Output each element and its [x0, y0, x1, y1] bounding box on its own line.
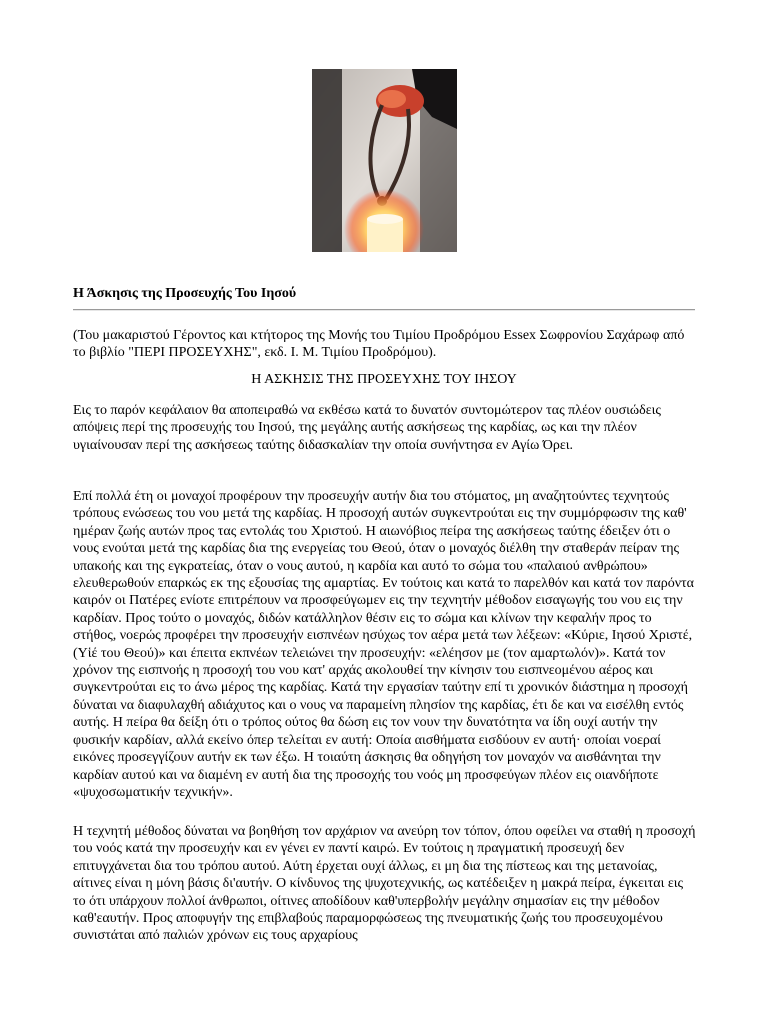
- body-paragraph: Επί πολλά έτη οι μοναχοί προφέρουν την προσευχήν αυτήν δια του στόματος, μη αναζητούντες τεχνητούς τρόπους ενώσεως του νου μετά της καρδίας. Η προσοχή αυτών συγκεντρούται εις την συμμόρφωσιν της καθ' ημέραν ζωής αυτών προς τας εντολάς του Χριστού. Η αιωνόβιος πείρα της ασκήσεως ταύτης έδειξεν ότι ο νους ενούται μετά της καρδίας δια της ενεργείας του Θεού, όταν ο μοναχός διέλθη την σταθεράν πείραν της υπακοής και της εγκρατείας, όταν ο νους αυτού, η καρδία και αυτό το σώμα του «παλαιού ανθρώπου» ελευθερωθούν επαρκώς εκ της εξουσίας της αμαρτίας. Εν τούτοις και κατά το παρελθόν και κατά τον παρόντα καιρόν οι Πατέρες ενίοτε επιτρέπουν να προσφεύγωμεν εις την τεχνητήν μέθοδον εισαγωγής του νου εις την καρδίαν. Προς τούτο ο μοναχός, διδών κατάλληλον θέσιν εις το σώμα και κλίνων την κεφαλήν προς το στήθος, νοερώς προφέρει την προσευχήν εισπνέων ησύχως τον αέρα μετά των λέξεων: «Κύριε, Ιησού Χριστέ, (Υἱέ του Θεού)» και έπειτα εκπνέων τελειώνει την προσευχήν: «ελέησον με (τον αμαρτωλόν)». Κατά τον χρόνον της εισπνοής η προσοχή του νου κατ' αρχάς ακολουθεί την κίνησιν του εισπνεομένου αέρος και συγκεντρούται εις το άνω μέρος της καρδίας. Κατά την εργασίαν ταύτην επί τι χρονικόν διάστημα η προσοχή δύναται να διαφυλαχθή αδιάχυτος και ο νους να παραμείνη πλησίον της καρδίας, έτι δε και να εισέλθη εντός αυτής. Η πείρα θα δείξη ότι ο τρόπος ούτος θα δώση εις τον νουν την δυνατότητα να ίδη ουχί αυτήν την φυσικήν καρδίαν, αλλά εκείνο όπερ τελείται εν αυτή: Οποία αισθήματα εισδύουν εν αυτή· οποίαι νοεραί εικόνες προσεγγίζουν αυτήν εκ των έξω. Η τοιαύτη άσκησις θα οδηγήση τον μοναχόν να αισθάνηται την καρδίαν αυτού και να διαμένη εν αυτή δια της προσοχής του νοός μη προσφεύγων πλέον εις οιανδήποτε «ψυχοσωματικήν τεχνικήν».: [73, 489, 695, 800]
- prayer-rope-candle-photo: [312, 69, 457, 252]
- page-title: Η Άσκησις της Προσευχής Του Ιησού: [73, 286, 297, 301]
- photo-image: [312, 69, 457, 252]
- intro-paragraph: (Του μακαριστού Γέροντος και κτήτορος της Μονής του Τιμίου Προδρόμου Essex Σωφρονίου Σαχάρωφ από το βιβλίο "ΠΕΡΙ ΠΡΟΣΕΥΧΗΣ", εκδ. Ι. Μ. Τιμίου Προδρόμου).: [73, 328, 685, 361]
- body-paragraph: Εις το παρόν κεφάλαιον θα αποπειραθώ να εκθέσω κατά το δυνατόν συντομώτερον τας πλέον ουσιώδεις απόψεις περί της προσευχής του Ιησού, της μεγάλης αυτής ασκήσεως της καρδίας, ως και την πλέον υγιαίνουσαν περί της ασκήσεως ταύτης διδασκαλίαν την οποία συνήντησα εν Αγίω Όρει.: [73, 403, 661, 453]
- body-paragraph: Η τεχνητή μέθοδος δύναται να βοηθήση τον αρχάριον να ανεύρη τον τόπον, όπου οφείλει να σταθή η προσοχή του νοός κατά την προσευχήν και εν γένει εν παντί καιρώ. Εν τούτοις η πραγματική προσευχή δεν επιτυγχάνεται δια του τρόπου αυτού. Αύτη έρχεται ουχί άλλως, ει μη δια της πίστεως και της μετανοίας, αίτινες είναι η μόνη βάσις δι'αυτήν. Ο κίνδυνος της ψυχοτεχνικής, ως κατέδειξεν η μακρά πείρα, έγκειται εις το ότι υπάρχουν πολλοί άνθρωποι, οίτινες αποδίδουν καθ'υπερβολήν μεγάλην σημασίαν εις την μέθοδον καθ'εαυτήν. Προς αποφυγήν της επιβλαβούς παραμορφώσεως της πνευματικής ζωής του προσευχομένου συνιστάται από παλιών χρόνων εις τους αρχαρίους: [73, 824, 696, 944]
- horizontal-divider: [73, 309, 695, 311]
- section-subtitle: Η ΑΣΚΗΣΙΣ ΤΗΣ ΠΡΟΣΕΥΧΗΣ ΤΟΥ ΙΗΣΟΥ: [251, 372, 517, 387]
